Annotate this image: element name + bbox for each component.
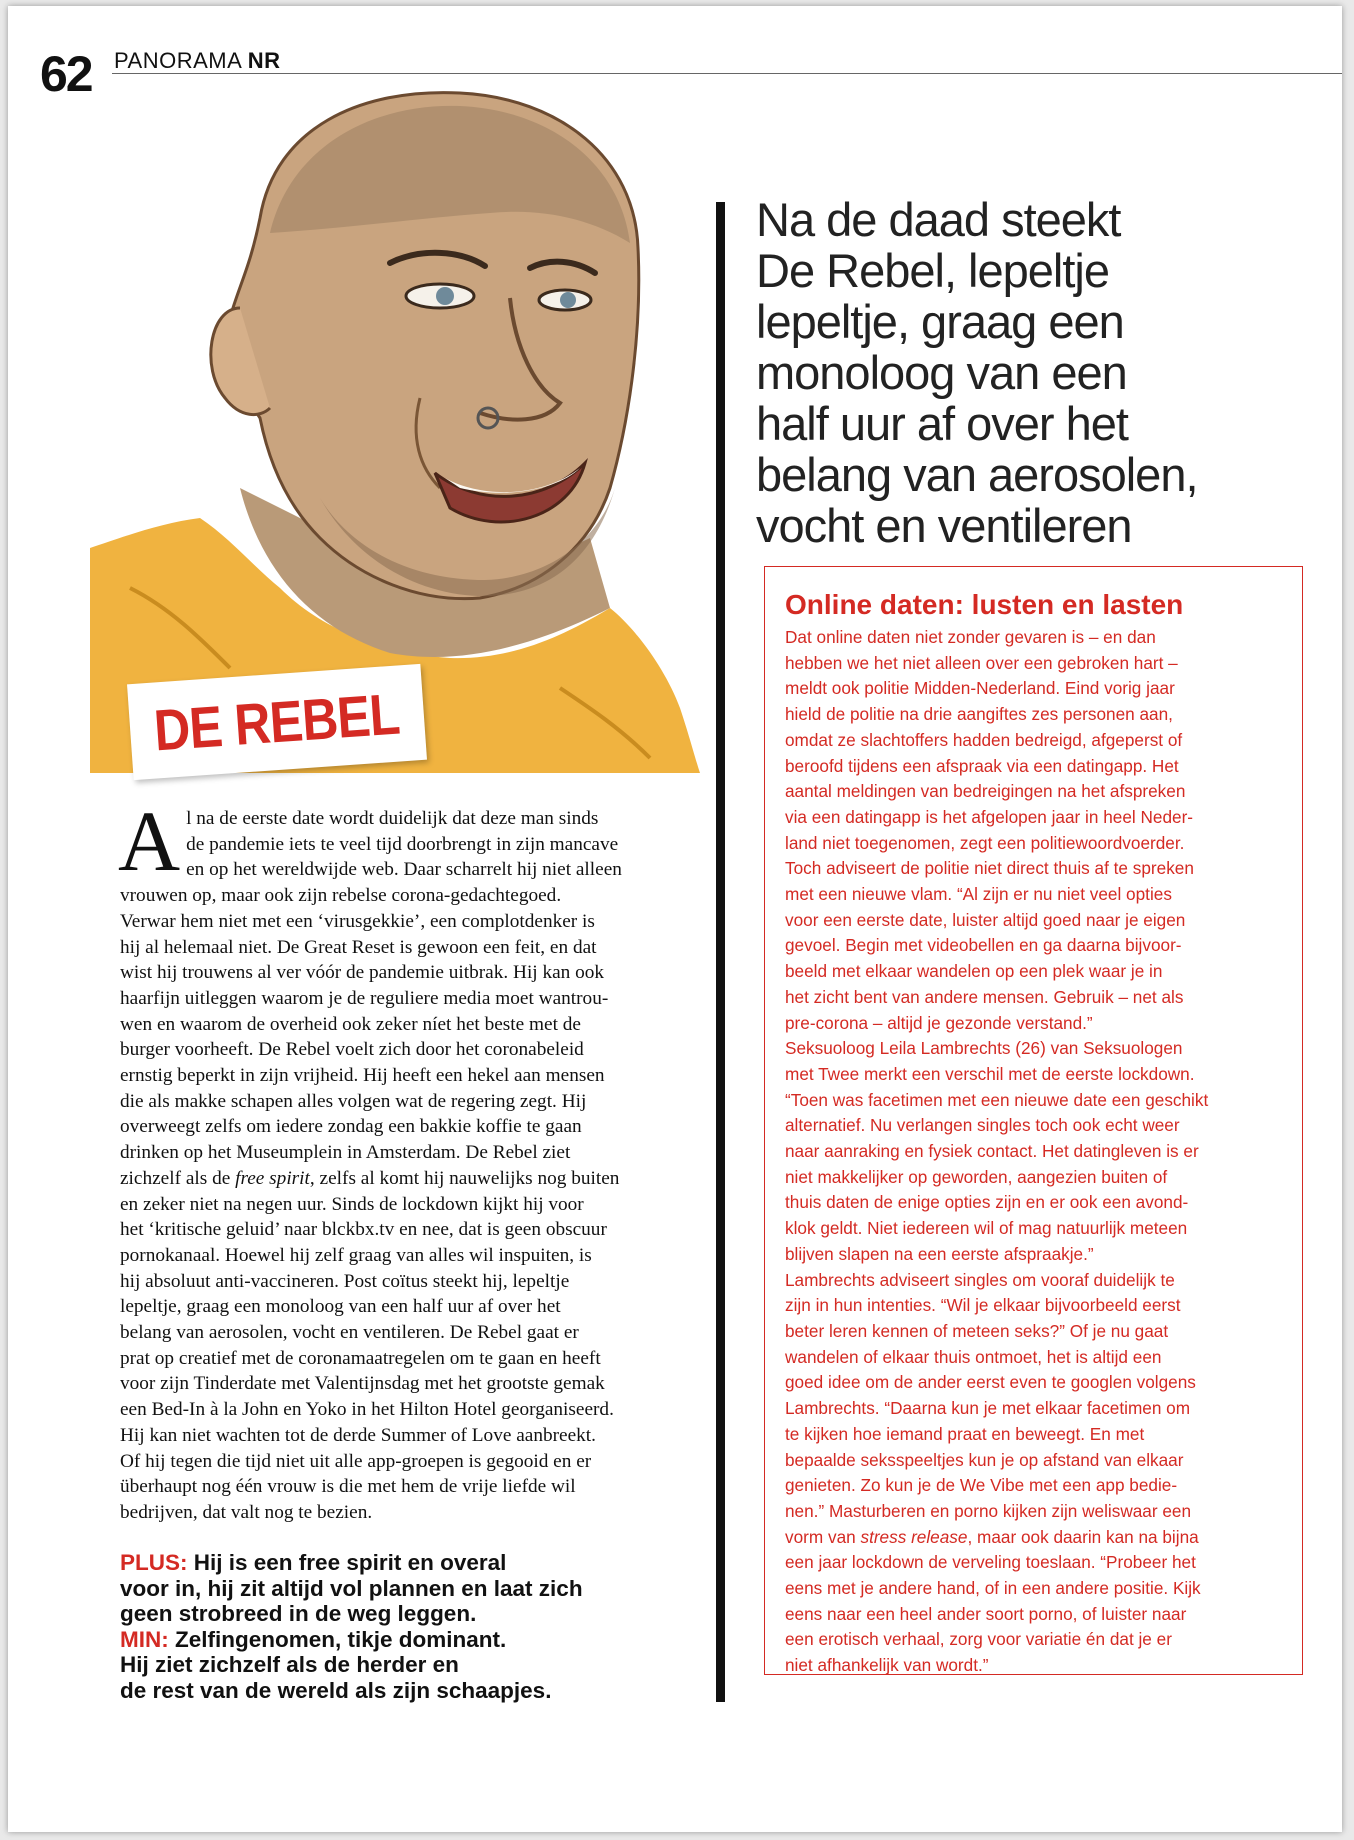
drop-cap: A (118, 793, 181, 889)
plus-min-box (120, 1550, 640, 1703)
article-title: DE REBEL (152, 681, 402, 763)
issue-prefix: NR (247, 48, 281, 73)
magazine-name: PANORAMA (114, 48, 242, 73)
min-text: Zelfingenomen, tikje dominant. Hij ziet zichzelf als de herder en de rest van de wereld als zijn schaapjes. (120, 1626, 552, 1703)
article-body (118, 793, 697, 1526)
plus-label: PLUS: (120, 1550, 188, 1575)
sidebar-body: Dat online daten niet zonder gevaren is – en dan hebben we het niet alleen over een gebroken hart – meldt ook politie Midden-Nederland. Eind vorig jaar hield de politie na drie aangiftes zes personen aan, omdat ze slachtoffers hadden bedreigd, afgeperst of beroofd tijdens een afspraak via een datingapp. Het aantal meldingen van bedreigingen na het afspreken via een datingapp is het afgelopen jaar in heel Neder- land niet toegenomen, zegt een politiewoordvoerder. Toch adviseert de politie niet direct thuis af te spreken met een nieuwe vlam. “Al zijn er nu niet veel opties voor een eerste date, luister altijd goed naar je eigen gevoel. Begin met videobellen en ga daarna bijvoor- beeld met elkaar wandelen op een plek waar je in het zicht bent van andere mensen. Gebruik – net als pre-corona – altijd je gezonde verstand.” Seksuoloog Leila Lambrechts (26) van Seksuologen met Twee merkt een verschil met de eerste lockdown. “Toen was facetimen met een nieuwe date een geschikt alternatief. Nu verlangen singles toch ook echt weer naar aanraking en fysiek contact. Het datingleven is er niet makkelijker op geworden, aangezien buiten of thuis daten de enige opties zijn en er ook een avond- klok geldt. Niet iedereen wil of mag natuurlijk meteen blijven slapen na een eerste afspraakje.” Lambrechts adviseert singles om vooraf duidelijk te zijn in hun intenties. “Wil je elkaar bijvoorbeeld eerst beter leren kennen of meteen seks?” Of je nu gaat wandelen of elkaar thuis ontmoet, het is altijd een goed idee om de ander eerst even te googlen volgens Lambrechts. “Daarna kun je met elkaar facetimen om te kijken hoe iemand praat en beweegt. En met bepaalde seksspeeltjes kun je op afstand van elkaar genieten. Zo kun je de We Vibe met een app bedie- nen.” Masturberen en porno kijken zijn weliswaar een vorm van stress release, maar ook daarin kan na bijna een jaar lockdown de verveling toeslaan. “Probeer het eens met je andere hand, of in een andere positie. Kijk eens naar een heel ander soort porno, of luister naar een erotisch verhaal, zorg voor variatie én dat je er niet afhankelijk van wordt.” (785, 627, 1209, 1676)
plus-text: Hij is een free spirit en overal voor in, hij zit altijd vol plannen en laat zich geen strobreed in de weg leggen. (120, 1550, 583, 1626)
min-label: MIN: (120, 1626, 169, 1652)
sidebar-title: Online daten: lusten en lasten (785, 589, 1184, 620)
sidebar-box (764, 566, 1303, 1675)
title-banner (127, 664, 427, 780)
iris (436, 287, 454, 305)
column-divider-bar (716, 202, 725, 1702)
page-number: 62 (40, 46, 92, 102)
magazine-page (8, 6, 1342, 1832)
pull-quote: Na de daad steekt De Rebel, lepeltje lepeltje, graag een monoloog van een half uur af over het belang van aerosolen, vocht en ventileren (756, 193, 1198, 552)
article-body-text: l na de eerste date wordt duidelijk dat deze man sinds de pandemie iets te veel tijd doorbrengt in zijn mancave en op het wereldwijde web. Daar scharrelt hij niet alleen vrouwen op, maar ook zijn rebelse corona-gedachtegoed. Verwar hem niet met een ‘virusgekkie’, een complotdenker is hij al helemaal niet. De Great Reset is gewoon een feit, en dat wist hij trouwens al ver vóór de pandemie uitbrak. Hij kan ook haarfijn uitleggen waarom je de reguliere media moet wantrou- wen en waarom de overheid ook zeker níet het beste met de burger voorheeft. De Rebel voelt zich door het coronabeleid ernstig beperkt in zijn vrijheid. Hij heeft een hekel aan mensen die als makke schapen alles volgen wat de regering zegt. Hij overweegt zelfs om iedere zondag een bakkie koffie te gaan drinken op het Museumplein in Amsterdam. De Rebel ziet zichzelf als de free spirit, zelfs al komt hij nauwelijks nog buiten en zeker niet na negen uur. Sinds de lockdown kijkt hij voor het ‘kritische geluid’ naar blckbx.tv en nee, dat is geen obscuur pornokanaal. Hoewel hij zelf graag van alles wil inspuiten, is hij absoluut anti-vaccineren. Post coïtus steekt hij, lepeltje lepeltje, graag een monoloog van een half uur af over het belang van aerosolen, vocht en ventileren. De Rebel gaat er prat op creatief met de coronamaatregelen om te gaan en heeft voor zijn Tinderdate met Valentijnsdag met het grootste gemak een Bed-In à la John en Yoko in het Hilton Hotel georganiseerd. Hij kan niet wachten tot de derde Summer of Love aanbreekt. Of hij tegen die tijd niet uit alle app-groepen is gegooid en er überhaupt nog één vrouw is die met hem de vrije liefde wil bedrijven, dat valt nog te bezien. (120, 808, 622, 1523)
iris (560, 292, 576, 308)
